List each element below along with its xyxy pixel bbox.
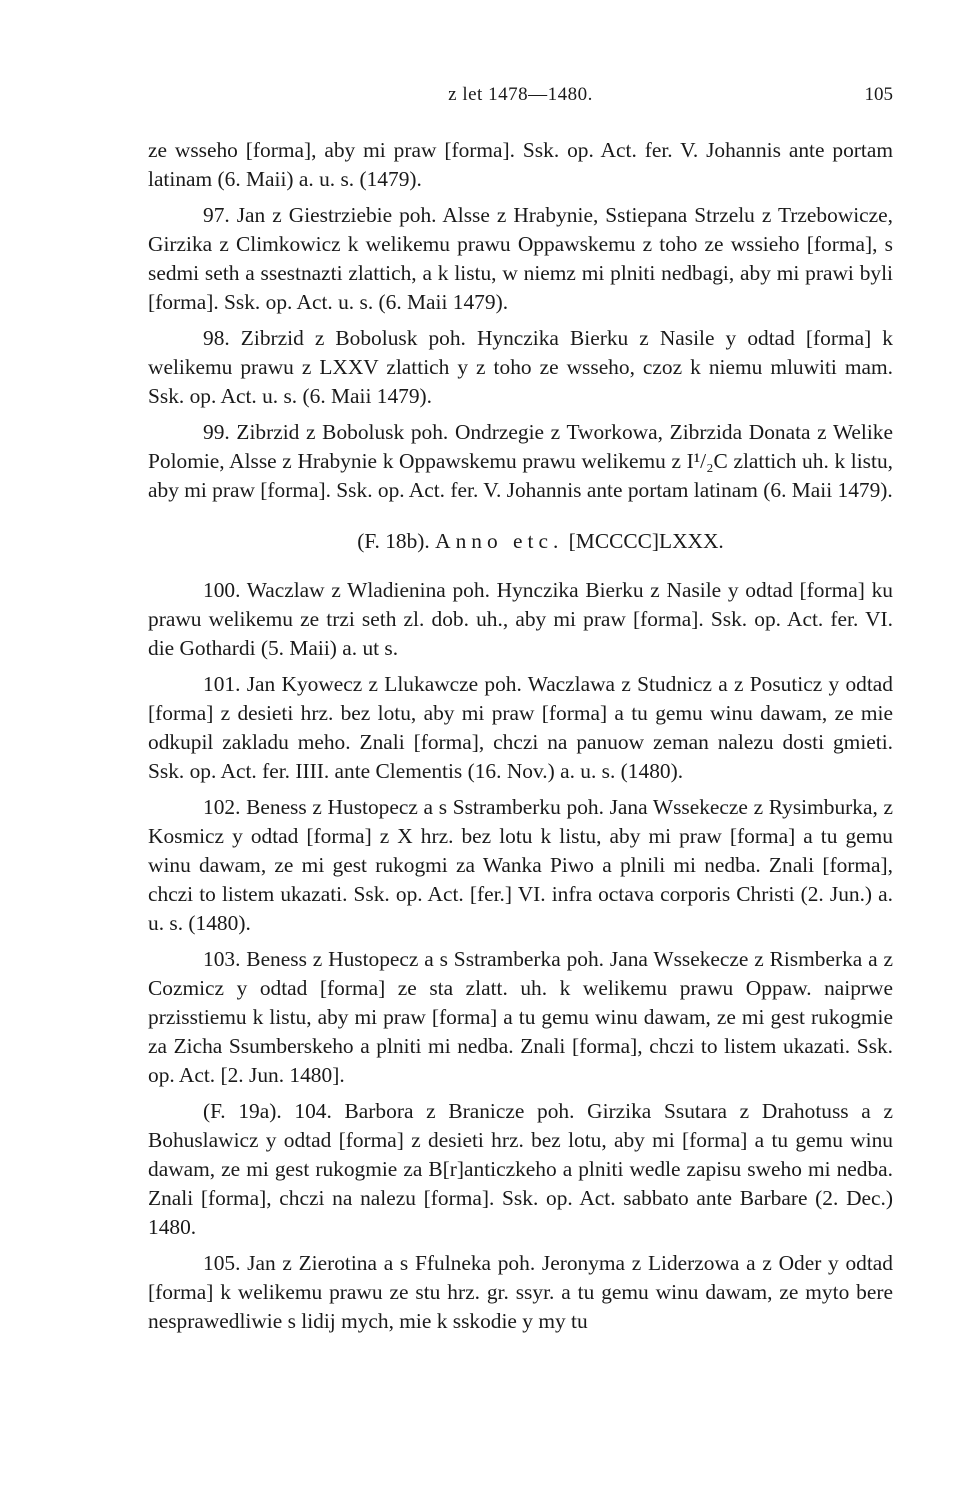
entry-98: 98. Zibrzid z Bobolusk poh. Hynczika Bierku z Nasile y odtad [forma] k welikemu prawu z LXXV zlattich y z toho ze wsseho, czoz k niemu mluwiti mam. Ssk. op. Act. u. s. (6. Maii 1479). — [148, 326, 893, 408]
entry-100: 100. Waczlaw z Wladienina poh. Hynczika Bierku z Nasile y odtad [forma] ku prawu welikemu ze trzi seth zl. dob. uh., aby mi praw [forma]. Ssk. op. Act. fer. VI. die Gothardi (5. Maii) a. ut s. — [148, 578, 893, 660]
paragraph-continuation: ze wsseho [forma], aby mi praw [forma]. Ssk. op. Act. fer. V. Johannis ante portam latinam (6. Maii) a. u. s. (1479). — [148, 138, 893, 191]
folio-ref: (F. 18b). — [357, 529, 430, 553]
running-header — [148, 84, 893, 114]
year-label: [MCCCC]LXXX. — [568, 529, 724, 553]
entry-103: 103. Beness z Hustopecz a s Sstramberka poh. Jana Wssekecze z Rismberka a z Cozmicz y odtad [forma] ze sta zlatt. uh. k welikemu prawu Oppaw. naiprwe przisstiemu k listu, aby mi praw [forma] a tu gemu winu dawam, ze mi gest rukogmie za Zicha Ssumberskeho a plniti mi nedba. Znali [forma], chczi to listem ukazati. Ssk. op. Act. [2. Jun. 1480]. — [148, 947, 893, 1087]
running-title: z let 1478—1480. — [448, 84, 593, 105]
anno-label: Anno etc. — [435, 529, 564, 553]
page-number: 105 — [864, 84, 893, 105]
folio-heading — [148, 527, 893, 556]
entry-104: (F. 19a). 104. Barbora z Branicze poh. Girzika Ssutara z Drahotuss a z Bohuslawicz y odtad [forma] z desieti hrz. bez lotu, aby mi [forma] a tu gemu winu dawam, ze mi gest rukogmie za B[r]anticzkeho a plniti wedle zapisu sweho mi nedba. Znali [forma], chczi na nalezu [forma]. Ssk. op. Act. sabbato ante Barbare (2. Dec.) 1480. — [148, 1099, 893, 1239]
entry-97: 97. Jan z Giestrziebie poh. Alsse z Hrabynie, Sstiepana Strzelu z Trzebowicze, Girzika z Climkowicz k welikemu prawu Oppawskemu z toho ze wssieho [forma], s sedmi seth a ssestnazti zlattich, a k listu, w niemz mi plniti nedbagi, aby mi prawi byli [forma]. Ssk. op. Act. u. s. (6. Maii 1479). — [148, 203, 893, 314]
entry-101: 101. Jan Kyowecz z Llukawcze poh. Waczlawa z Studnicz a z Posuticz y odtad [forma] z desieti hrz. bez lotu, aby mi praw [forma] a tu gemu winu dawam, ze mie odkupil zakladu meho. Znali [forma], chczi na panuow zeman nalezu dosti gmieti. Ssk. op. Act. fer. IIII. ante Clementis (16. Nov.) a. u. s. (1480). — [148, 672, 893, 783]
body-text — [148, 136, 893, 1343]
entry-105: 105. Jan z Zierotina a s Ffulneka poh. Jeronyma z Liderzowa a z Oder y odtad [forma] k welikemu prawu ze stu hrz. gr. ssyr. a tu gemu winu dawam, ze myto bere nesprawedliwie s lidij mych, mie k sskodie y my tu — [148, 1251, 893, 1333]
entry-99: 99. Zibrzid z Bobolusk poh. Ondrzegie z Tworkowa, Zibrzida Donata z Welike Polomie, Alsse z Hrabynie k Oppawskemu prawu welikemu z I¹/₂C zlattich uh. k listu, aby mi praw [forma]. Ssk. op. Act. fer. V. Johannis ante portam latinam (6. Maii 1479). — [148, 420, 893, 502]
entry-102: 102. Beness z Hustopecz a s Sstramberku poh. Jana Wssekecze z Rysimburka, z Kosmicz y odtad [forma] z X hrz. bez lotu k listu, aby mi praw [forma] a tu gemu winu dawam, ze mi gest rukogmi za Wanka Piwo a plnili mi nedba. Znali [forma], chczi to listem ukazati. Ssk. op. Act. [fer.] VI. infra octava corporis Christi (2. Jun.) a. u. s. (1480). — [148, 795, 893, 935]
